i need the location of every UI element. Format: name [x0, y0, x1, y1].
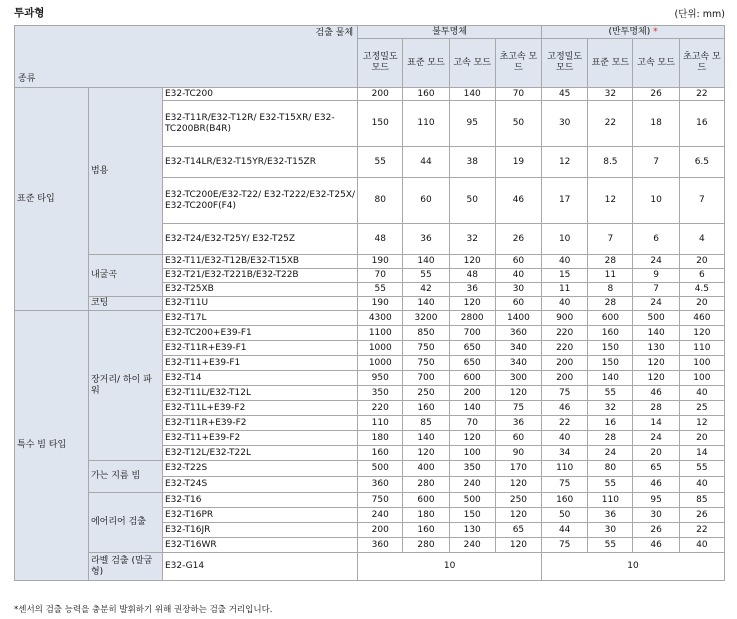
mode-header: 표준 모드	[403, 39, 449, 88]
model-cell: E32-TC200E/E32-T22/ E32-T222/E32-T25X/ E32-TC200F(F4)	[162, 178, 357, 224]
value-cell: 200	[449, 386, 495, 401]
value-cell: 95	[449, 101, 495, 147]
value-cell: 30	[633, 508, 679, 523]
translucent-header	[542, 26, 725, 39]
value-cell: 85	[679, 493, 724, 508]
value-cell: 11	[542, 283, 588, 297]
value-cell: 190	[358, 297, 403, 311]
value-cell: 36	[449, 283, 495, 297]
value-cell: 120	[449, 431, 495, 446]
value-cell: 110	[403, 101, 449, 147]
value-cell: 130	[449, 523, 495, 538]
value-cell: 20	[679, 431, 724, 446]
value-cell: 75	[542, 538, 588, 553]
value-cell: 4300	[358, 311, 403, 326]
value-cell: 160	[358, 446, 403, 461]
value-cell: 34	[542, 446, 588, 461]
value-cell: 50	[449, 178, 495, 224]
model-cell: E32-T22S	[162, 461, 357, 477]
value-cell: 55	[358, 283, 403, 297]
value-cell: 6	[633, 224, 679, 255]
value-cell: 240	[358, 508, 403, 523]
mode-header: 고정밀도 모드	[358, 39, 403, 88]
value-cell: 46	[495, 178, 541, 224]
value-cell: 44	[542, 523, 588, 538]
value-cell: 170	[495, 461, 541, 477]
value-cell: 750	[403, 356, 449, 371]
value-cell: 28	[588, 297, 633, 311]
value-cell: 120	[403, 446, 449, 461]
value-cell: 120	[449, 297, 495, 311]
value-cell: 55	[358, 147, 403, 178]
model-cell: E32-T11+E39-F1	[162, 356, 357, 371]
value-cell: 110	[679, 341, 724, 356]
value-cell: 500	[633, 311, 679, 326]
value-cell: 220	[542, 326, 588, 341]
value-cell: 110	[588, 493, 633, 508]
model-cell: E32-T11U	[162, 297, 357, 311]
value-cell: 4	[679, 224, 724, 255]
value-cell: 1100	[358, 326, 403, 341]
value-cell: 75	[495, 401, 541, 416]
star-mark: *	[653, 26, 658, 37]
value-cell: 42	[403, 283, 449, 297]
value-cell: 750	[403, 341, 449, 356]
subsection-general: 범용	[88, 88, 162, 255]
value-cell: 19	[495, 147, 541, 178]
value-cell: 26	[495, 224, 541, 255]
value-cell: 280	[403, 477, 449, 493]
value-cell: 20	[633, 446, 679, 461]
subsection-area: 에어리어 검출	[88, 493, 162, 553]
value-cell: 16	[679, 101, 724, 147]
detect-object-label: 검출 물체	[315, 28, 354, 38]
opaque-header	[358, 26, 542, 39]
value-cell: 36	[403, 224, 449, 255]
spec-table	[14, 25, 725, 581]
value-cell: 12	[542, 147, 588, 178]
value-cell: 340	[495, 341, 541, 356]
value-cell: 75	[542, 477, 588, 493]
table-row	[15, 255, 725, 269]
value-cell: 120	[495, 508, 541, 523]
value-cell: 950	[358, 371, 403, 386]
value-cell: 14	[633, 416, 679, 431]
value-cell: 160	[403, 523, 449, 538]
value-cell: 38	[449, 147, 495, 178]
section-special: 특수 빔 타입	[15, 311, 89, 581]
value-cell: 20	[679, 297, 724, 311]
model-cell: E32-T12L/E32-T22L	[162, 446, 357, 461]
model-cell: E32-T16WR	[162, 538, 357, 553]
value-cell: 80	[588, 461, 633, 477]
value-cell: 140	[403, 431, 449, 446]
value-cell: 46	[542, 401, 588, 416]
value-cell: 22	[679, 88, 724, 101]
value-cell: 55	[588, 386, 633, 401]
model-cell: E32-T11/E32-T12B/E32-T15XB	[162, 255, 357, 269]
model-cell: E32-TC200	[162, 88, 357, 101]
value-cell: 1000	[358, 356, 403, 371]
value-cell: 10	[542, 224, 588, 255]
value-cell: 28	[633, 401, 679, 416]
value-cell: 48	[449, 269, 495, 283]
value-cell: 60	[495, 255, 541, 269]
value-cell: 36	[588, 508, 633, 523]
section-standard: 표준 타입	[15, 88, 89, 311]
value-cell: 150	[588, 341, 633, 356]
table-row	[15, 311, 725, 326]
value-cell: 240	[449, 538, 495, 553]
value-cell: 6.5	[679, 147, 724, 178]
value-cell: 40	[679, 386, 724, 401]
value-cell: 1400	[495, 311, 541, 326]
value-cell: 650	[449, 356, 495, 371]
value-cell: 22	[679, 523, 724, 538]
value-cell: 80	[358, 178, 403, 224]
model-cell: E32-T24S	[162, 477, 357, 493]
subsection-bend: 내굴곡	[88, 255, 162, 297]
value-cell: 200	[358, 523, 403, 538]
value-cell: 85	[403, 416, 449, 431]
footnote: *센서의 검출 능력을 충분히 발휘하기 위해 권장하는 검출 거리입니다.	[14, 605, 273, 615]
page-title: 투과형	[14, 7, 45, 19]
value-cell: 850	[403, 326, 449, 341]
value-cell: 22	[542, 416, 588, 431]
value-cell: 180	[403, 508, 449, 523]
table-row	[15, 493, 725, 508]
value-cell: 26	[633, 523, 679, 538]
table-row	[15, 461, 725, 477]
value-cell: 150	[449, 508, 495, 523]
model-cell: E32-T11R/E32-T12R/ E32-T15XR/ E32-TC200BR(B4R)	[162, 101, 357, 147]
value-cell: 160	[403, 401, 449, 416]
value-cell: 2800	[449, 311, 495, 326]
value-cell: 650	[449, 341, 495, 356]
value-cell: 110	[542, 461, 588, 477]
model-cell: E32-T11R+E39-F2	[162, 416, 357, 431]
value-cell: 50	[542, 508, 588, 523]
value-cell: 14	[679, 446, 724, 461]
value-cell: 120	[495, 477, 541, 493]
value-cell: 40	[542, 255, 588, 269]
value-cell: 7	[633, 283, 679, 297]
value-cell: 40	[679, 477, 724, 493]
value-cell: 120	[679, 326, 724, 341]
model-cell: E32-T14	[162, 371, 357, 386]
mode-header: 고속 모드	[633, 39, 679, 88]
value-cell: 140	[633, 326, 679, 341]
model-cell: E32-G14	[162, 553, 357, 581]
value-cell: 120	[495, 386, 541, 401]
value-cell: 32	[588, 88, 633, 101]
value-cell: 28	[588, 255, 633, 269]
value-cell: 24	[633, 431, 679, 446]
table-row	[15, 553, 725, 581]
model-cell: E32-T17L	[162, 311, 357, 326]
value-cell: 6	[679, 269, 724, 283]
value-cell: 65	[633, 461, 679, 477]
value-cell: 10	[542, 553, 725, 581]
value-cell: 100	[679, 356, 724, 371]
value-cell: 7	[633, 147, 679, 178]
value-cell: 4.5	[679, 283, 724, 297]
subsection-coating: 코팅	[88, 297, 162, 311]
value-cell: 500	[449, 493, 495, 508]
value-cell: 250	[495, 493, 541, 508]
value-cell: 190	[358, 255, 403, 269]
value-cell: 32	[588, 401, 633, 416]
value-cell: 55	[588, 477, 633, 493]
value-cell: 60	[495, 297, 541, 311]
kind-label: 종류	[18, 74, 36, 84]
value-cell: 16	[588, 416, 633, 431]
value-cell: 700	[449, 326, 495, 341]
value-cell: 160	[542, 493, 588, 508]
value-cell: 7	[679, 178, 724, 224]
model-cell: E32-T16JR	[162, 523, 357, 538]
value-cell: 360	[358, 477, 403, 493]
mode-header: 고속 모드	[449, 39, 495, 88]
corner-cell	[15, 26, 358, 88]
value-cell: 70	[495, 88, 541, 101]
value-cell: 60	[403, 178, 449, 224]
model-cell: E32-T25XB	[162, 283, 357, 297]
model-cell: E32-T11L/E32-T12L	[162, 386, 357, 401]
value-cell: 120	[449, 255, 495, 269]
value-cell: 150	[588, 356, 633, 371]
value-cell: 90	[495, 446, 541, 461]
model-cell: E32-T11L+E39-F2	[162, 401, 357, 416]
value-cell: 45	[542, 88, 588, 101]
value-cell: 360	[495, 326, 541, 341]
model-cell: E32-T16PR	[162, 508, 357, 523]
mode-header: 고정밀도 모드	[542, 39, 588, 88]
value-cell: 17	[542, 178, 588, 224]
value-cell: 110	[358, 416, 403, 431]
value-cell: 50	[495, 101, 541, 147]
value-cell: 12	[588, 178, 633, 224]
model-cell: E32-T16	[162, 493, 357, 508]
mode-header: 초고속 모드	[495, 39, 541, 88]
value-cell: 600	[449, 371, 495, 386]
value-cell: 10	[358, 553, 542, 581]
value-cell: 8	[588, 283, 633, 297]
value-cell: 55	[588, 538, 633, 553]
header-row-1	[15, 26, 725, 39]
value-cell: 350	[449, 461, 495, 477]
value-cell: 400	[403, 461, 449, 477]
value-cell: 160	[403, 88, 449, 101]
value-cell: 75	[542, 386, 588, 401]
value-cell: 140	[449, 401, 495, 416]
model-cell: E32-T21/E32-T221B/E32-T22B	[162, 269, 357, 283]
value-cell: 40	[542, 431, 588, 446]
translucent-header-label: (반투명체)	[608, 26, 651, 37]
value-cell: 55	[679, 461, 724, 477]
value-cell: 340	[495, 356, 541, 371]
value-cell: 120	[495, 538, 541, 553]
model-cell: E32-T11R+E39-F1	[162, 341, 357, 356]
value-cell: 140	[588, 371, 633, 386]
value-cell: 26	[679, 508, 724, 523]
value-cell: 18	[633, 101, 679, 147]
value-cell: 220	[542, 341, 588, 356]
value-cell: 28	[588, 431, 633, 446]
value-cell: 40	[679, 538, 724, 553]
value-cell: 60	[495, 431, 541, 446]
value-cell: 11	[588, 269, 633, 283]
value-cell: 30	[542, 101, 588, 147]
subsection-narrow: 가는 지름 빔	[88, 461, 162, 493]
unit-label: (단위: mm)	[674, 9, 725, 20]
value-cell: 46	[633, 538, 679, 553]
model-cell: E32-T11+E39-F2	[162, 431, 357, 446]
value-cell: 200	[542, 356, 588, 371]
value-cell: 55	[403, 269, 449, 283]
model-cell: E32-TC200+E39-F1	[162, 326, 357, 341]
value-cell: 120	[633, 356, 679, 371]
value-cell: 30	[588, 523, 633, 538]
value-cell: 150	[358, 101, 403, 147]
value-cell: 7	[588, 224, 633, 255]
value-cell: 900	[542, 311, 588, 326]
value-cell: 160	[588, 326, 633, 341]
model-cell: E32-T14LR/E32-T15YR/E32-T15ZR	[162, 147, 357, 178]
value-cell: 70	[358, 269, 403, 283]
value-cell: 120	[633, 371, 679, 386]
mode-header: 표준 모드	[588, 39, 633, 88]
value-cell: 9	[633, 269, 679, 283]
model-cell: E32-T24/E32-T25Y/ E32-T25Z	[162, 224, 357, 255]
value-cell: 48	[358, 224, 403, 255]
value-cell: 8.5	[588, 147, 633, 178]
value-cell: 10	[633, 178, 679, 224]
value-cell: 40	[542, 297, 588, 311]
value-cell: 36	[495, 416, 541, 431]
value-cell: 22	[588, 101, 633, 147]
value-cell: 500	[358, 461, 403, 477]
value-cell: 350	[358, 386, 403, 401]
value-cell: 200	[358, 88, 403, 101]
value-cell: 46	[633, 386, 679, 401]
value-cell: 20	[679, 255, 724, 269]
value-cell: 100	[449, 446, 495, 461]
value-cell: 250	[403, 386, 449, 401]
value-cell: 24	[633, 255, 679, 269]
value-cell: 1000	[358, 341, 403, 356]
opaque-header-label: 불투명체	[432, 26, 467, 37]
value-cell: 700	[403, 371, 449, 386]
value-cell: 65	[495, 523, 541, 538]
value-cell: 40	[495, 269, 541, 283]
value-cell: 44	[403, 147, 449, 178]
value-cell: 180	[358, 431, 403, 446]
value-cell: 95	[633, 493, 679, 508]
value-cell: 32	[449, 224, 495, 255]
value-cell: 280	[403, 538, 449, 553]
table-row	[15, 297, 725, 311]
value-cell: 15	[542, 269, 588, 283]
value-cell: 140	[449, 88, 495, 101]
value-cell: 200	[542, 371, 588, 386]
value-cell: 240	[449, 477, 495, 493]
subsection-long: 장거리/ 하이 파워	[88, 311, 162, 461]
value-cell: 750	[358, 493, 403, 508]
value-cell: 24	[588, 446, 633, 461]
value-cell: 600	[403, 493, 449, 508]
value-cell: 30	[495, 283, 541, 297]
value-cell: 140	[403, 297, 449, 311]
value-cell: 460	[679, 311, 724, 326]
table-row	[15, 88, 725, 101]
value-cell: 12	[679, 416, 724, 431]
value-cell: 220	[358, 401, 403, 416]
value-cell: 130	[633, 341, 679, 356]
value-cell: 24	[633, 297, 679, 311]
value-cell: 600	[588, 311, 633, 326]
subsection-label: 라벨 검출 (말굽형)	[88, 553, 162, 581]
value-cell: 26	[633, 88, 679, 101]
mode-header: 초고속 모드	[679, 39, 724, 88]
value-cell: 360	[358, 538, 403, 553]
value-cell: 140	[403, 255, 449, 269]
value-cell: 46	[633, 477, 679, 493]
value-cell: 70	[449, 416, 495, 431]
value-cell: 3200	[403, 311, 449, 326]
value-cell: 300	[495, 371, 541, 386]
value-cell: 100	[679, 371, 724, 386]
value-cell: 25	[679, 401, 724, 416]
